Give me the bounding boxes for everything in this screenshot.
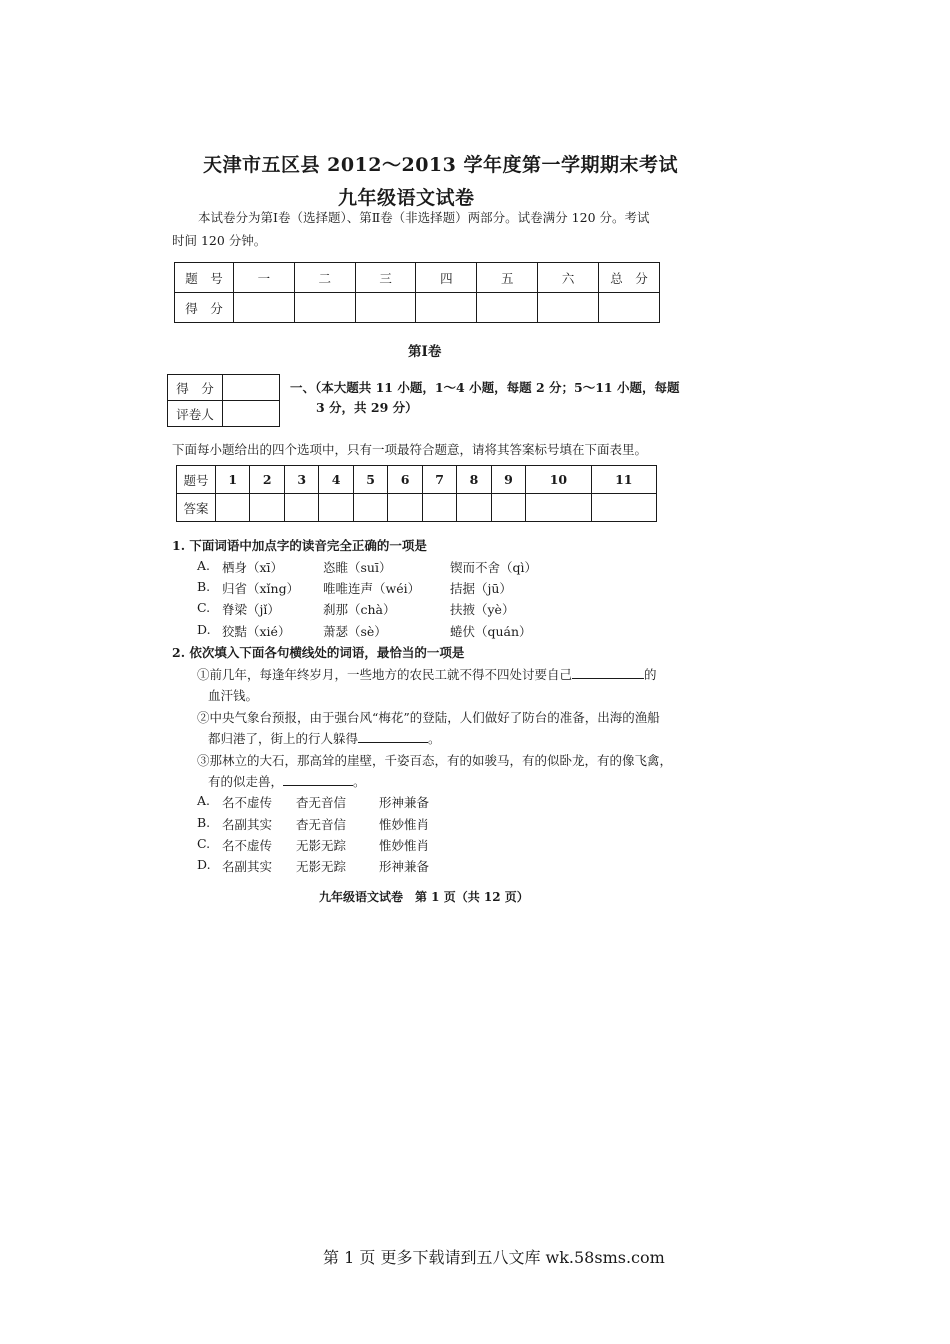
answer-num: 2 <box>250 466 284 494</box>
q1-option-a: 脊梁（jǐ） <box>222 602 280 617</box>
score-col-total: 总 分 <box>599 263 660 293</box>
score-col-2: 二 <box>294 263 355 293</box>
answer-num: 5 <box>353 466 387 494</box>
q2-blank-2 <box>358 742 428 743</box>
q2-sentence-3: ③那林立的大石，那高耸的崖壁，千姿百态，有的如骏马，有的似卧龙，有的像飞禽， <box>197 753 673 768</box>
score-cell <box>538 293 599 323</box>
q2-option-b: 杳无音信 <box>296 817 347 832</box>
q2-option-letter: C. <box>197 836 211 851</box>
q2-option-letter: B. <box>197 815 211 830</box>
q1-option-letter: A. <box>197 558 211 573</box>
q1-option-c: 拮据（jū） <box>450 581 512 596</box>
score-cell <box>416 293 477 323</box>
score-col-1: 一 <box>234 263 295 293</box>
q2-sentence-1 <box>197 665 657 683</box>
q2-option-c: 形神兼备 <box>379 859 430 874</box>
q2-s2-text: 都归港了，街上的行人躲得 <box>208 731 359 746</box>
q2-option-a: 名副其实 <box>222 859 273 874</box>
q1-stem: 1. 下面词语中加点字的读音完全正确的一项是 <box>172 538 427 553</box>
q2-s1-text: ①前几年，每逢年终岁月，一些地方的农民工就不得不四处讨要自己 <box>197 667 573 682</box>
download-note: 第 1 页 更多下载请到五八文库 wk.58sms.com <box>323 1248 665 1267</box>
q1-option-c: 扶掖（yè） <box>450 602 515 617</box>
answer-num: 4 <box>319 466 353 494</box>
answer-cell <box>284 494 318 522</box>
q1-option-letter: C. <box>197 600 211 615</box>
score-cell <box>234 293 295 323</box>
answer-num: 10 <box>526 466 591 494</box>
q2-s1-tail: 的 <box>644 667 657 682</box>
q2-sentence-3-cont <box>208 772 366 790</box>
score-cell <box>477 293 538 323</box>
grader-score-cell <box>223 375 280 401</box>
q1-option-letter: D. <box>197 622 211 637</box>
score-table <box>174 262 660 323</box>
q2-option-letter: D. <box>197 857 211 872</box>
grader-score-label: 得 分 <box>168 375 223 401</box>
answer-header-label: 题号 <box>177 466 216 494</box>
q2-s2-tail: 。 <box>428 731 441 746</box>
exam-title: 天津市五区县 2012～2013 学年度第一学期期末考试 <box>203 154 678 176</box>
q2-option-b: 无影无踪 <box>296 838 347 853</box>
q2-option-c: 惟妙惟肖 <box>379 817 430 832</box>
score-cell <box>294 293 355 323</box>
q1-option-a: 狡黠（xié） <box>222 624 291 639</box>
score-row-label: 得 分 <box>175 293 234 323</box>
answer-num: 9 <box>491 466 525 494</box>
exam-subtitle: 九年级语文试卷 <box>338 187 475 209</box>
section1-line-1: 一、（本大题共 11 小题，1～4 小题，每题 2 分；5～11 小题，每题 <box>290 380 680 395</box>
q2-option-c: 惟妙惟肖 <box>379 838 430 853</box>
q1-option-b: 唯唯连声（wéi） <box>323 581 421 596</box>
answer-cell <box>216 494 250 522</box>
q2-blank-3 <box>283 785 353 786</box>
q2-option-a: 名不虚传 <box>222 795 273 810</box>
q1-option-a: 栖身（xī） <box>222 560 284 575</box>
score-col-3: 三 <box>355 263 416 293</box>
q2-option-b: 无影无踪 <box>296 859 347 874</box>
q1-option-b: 萧瑟（sè） <box>323 624 387 639</box>
q2-s3-tail: 。 <box>353 774 366 789</box>
q1-option-b: 恣睢（suī） <box>323 560 392 575</box>
intro-line-2: 时间 120 分钟。 <box>172 233 267 248</box>
answer-num: 7 <box>422 466 456 494</box>
score-col-4: 四 <box>416 263 477 293</box>
score-cell <box>599 293 660 323</box>
grader-table <box>167 374 280 427</box>
q1-option-b: 刹那（chà） <box>323 602 396 617</box>
q2-sentence-2: ②中央气象台预报，由于强台风“梅花”的登陆，人们做好了防台的准备，出海的渔船 <box>197 710 660 725</box>
answer-cell <box>591 494 656 522</box>
q2-blank-1 <box>572 678 644 679</box>
grader-name-cell <box>223 401 280 427</box>
q2-option-c: 形神兼备 <box>379 795 430 810</box>
answer-cell <box>422 494 456 522</box>
answer-num: 11 <box>591 466 656 494</box>
q2-s1-cont: 血汗钱。 <box>208 688 259 703</box>
score-col-5: 五 <box>477 263 538 293</box>
score-header-label: 题 号 <box>175 263 234 293</box>
q1-option-c: 蜷伏（quán） <box>450 624 532 639</box>
instruction: 下面每小题给出的四个选项中，只有一项最符合题意，请将其答案标号填在下面表里。 <box>172 442 648 457</box>
answer-num: 1 <box>216 466 250 494</box>
q2-option-a: 名副其实 <box>222 817 273 832</box>
q1-option-c: 锲而不舍（qì） <box>450 560 537 575</box>
volume-title: 第Ⅰ卷 <box>408 344 442 360</box>
answer-cell <box>457 494 491 522</box>
answer-cell <box>319 494 353 522</box>
answer-num: 8 <box>457 466 491 494</box>
answer-num: 3 <box>284 466 318 494</box>
score-cell <box>355 293 416 323</box>
q2-stem: 2. 依次填入下面各句横线处的词语，最恰当的一项是 <box>172 645 465 660</box>
grader-name-label: 评卷人 <box>168 401 223 427</box>
intro-line-1: 本试卷分为第Ⅰ卷（选择题）、第Ⅱ卷（非选择题）两部分。试卷满分 120 分。考试 <box>198 210 650 225</box>
answer-num: 6 <box>388 466 422 494</box>
answer-table <box>176 465 657 522</box>
section1-line-2: 3 分，共 29 分） <box>316 400 418 415</box>
q2-s3-text: 有的似走兽， <box>208 774 284 789</box>
answer-cell <box>388 494 422 522</box>
q1-option-letter: B. <box>197 579 211 594</box>
answer-cell <box>353 494 387 522</box>
answer-cell <box>491 494 525 522</box>
page-footer: 九年级语文试卷 第 1 页（共 12 页） <box>319 890 529 904</box>
q1-option-a: 归省（xǐng） <box>222 581 300 596</box>
q2-option-letter: A. <box>197 793 211 808</box>
q2-option-b: 杳无音信 <box>296 795 347 810</box>
q2-sentence-2-cont <box>208 729 441 747</box>
q2-option-a: 名不虚传 <box>222 838 273 853</box>
answer-cell <box>526 494 591 522</box>
score-col-6: 六 <box>538 263 599 293</box>
answer-cell <box>250 494 284 522</box>
answer-row-label: 答案 <box>177 494 216 522</box>
